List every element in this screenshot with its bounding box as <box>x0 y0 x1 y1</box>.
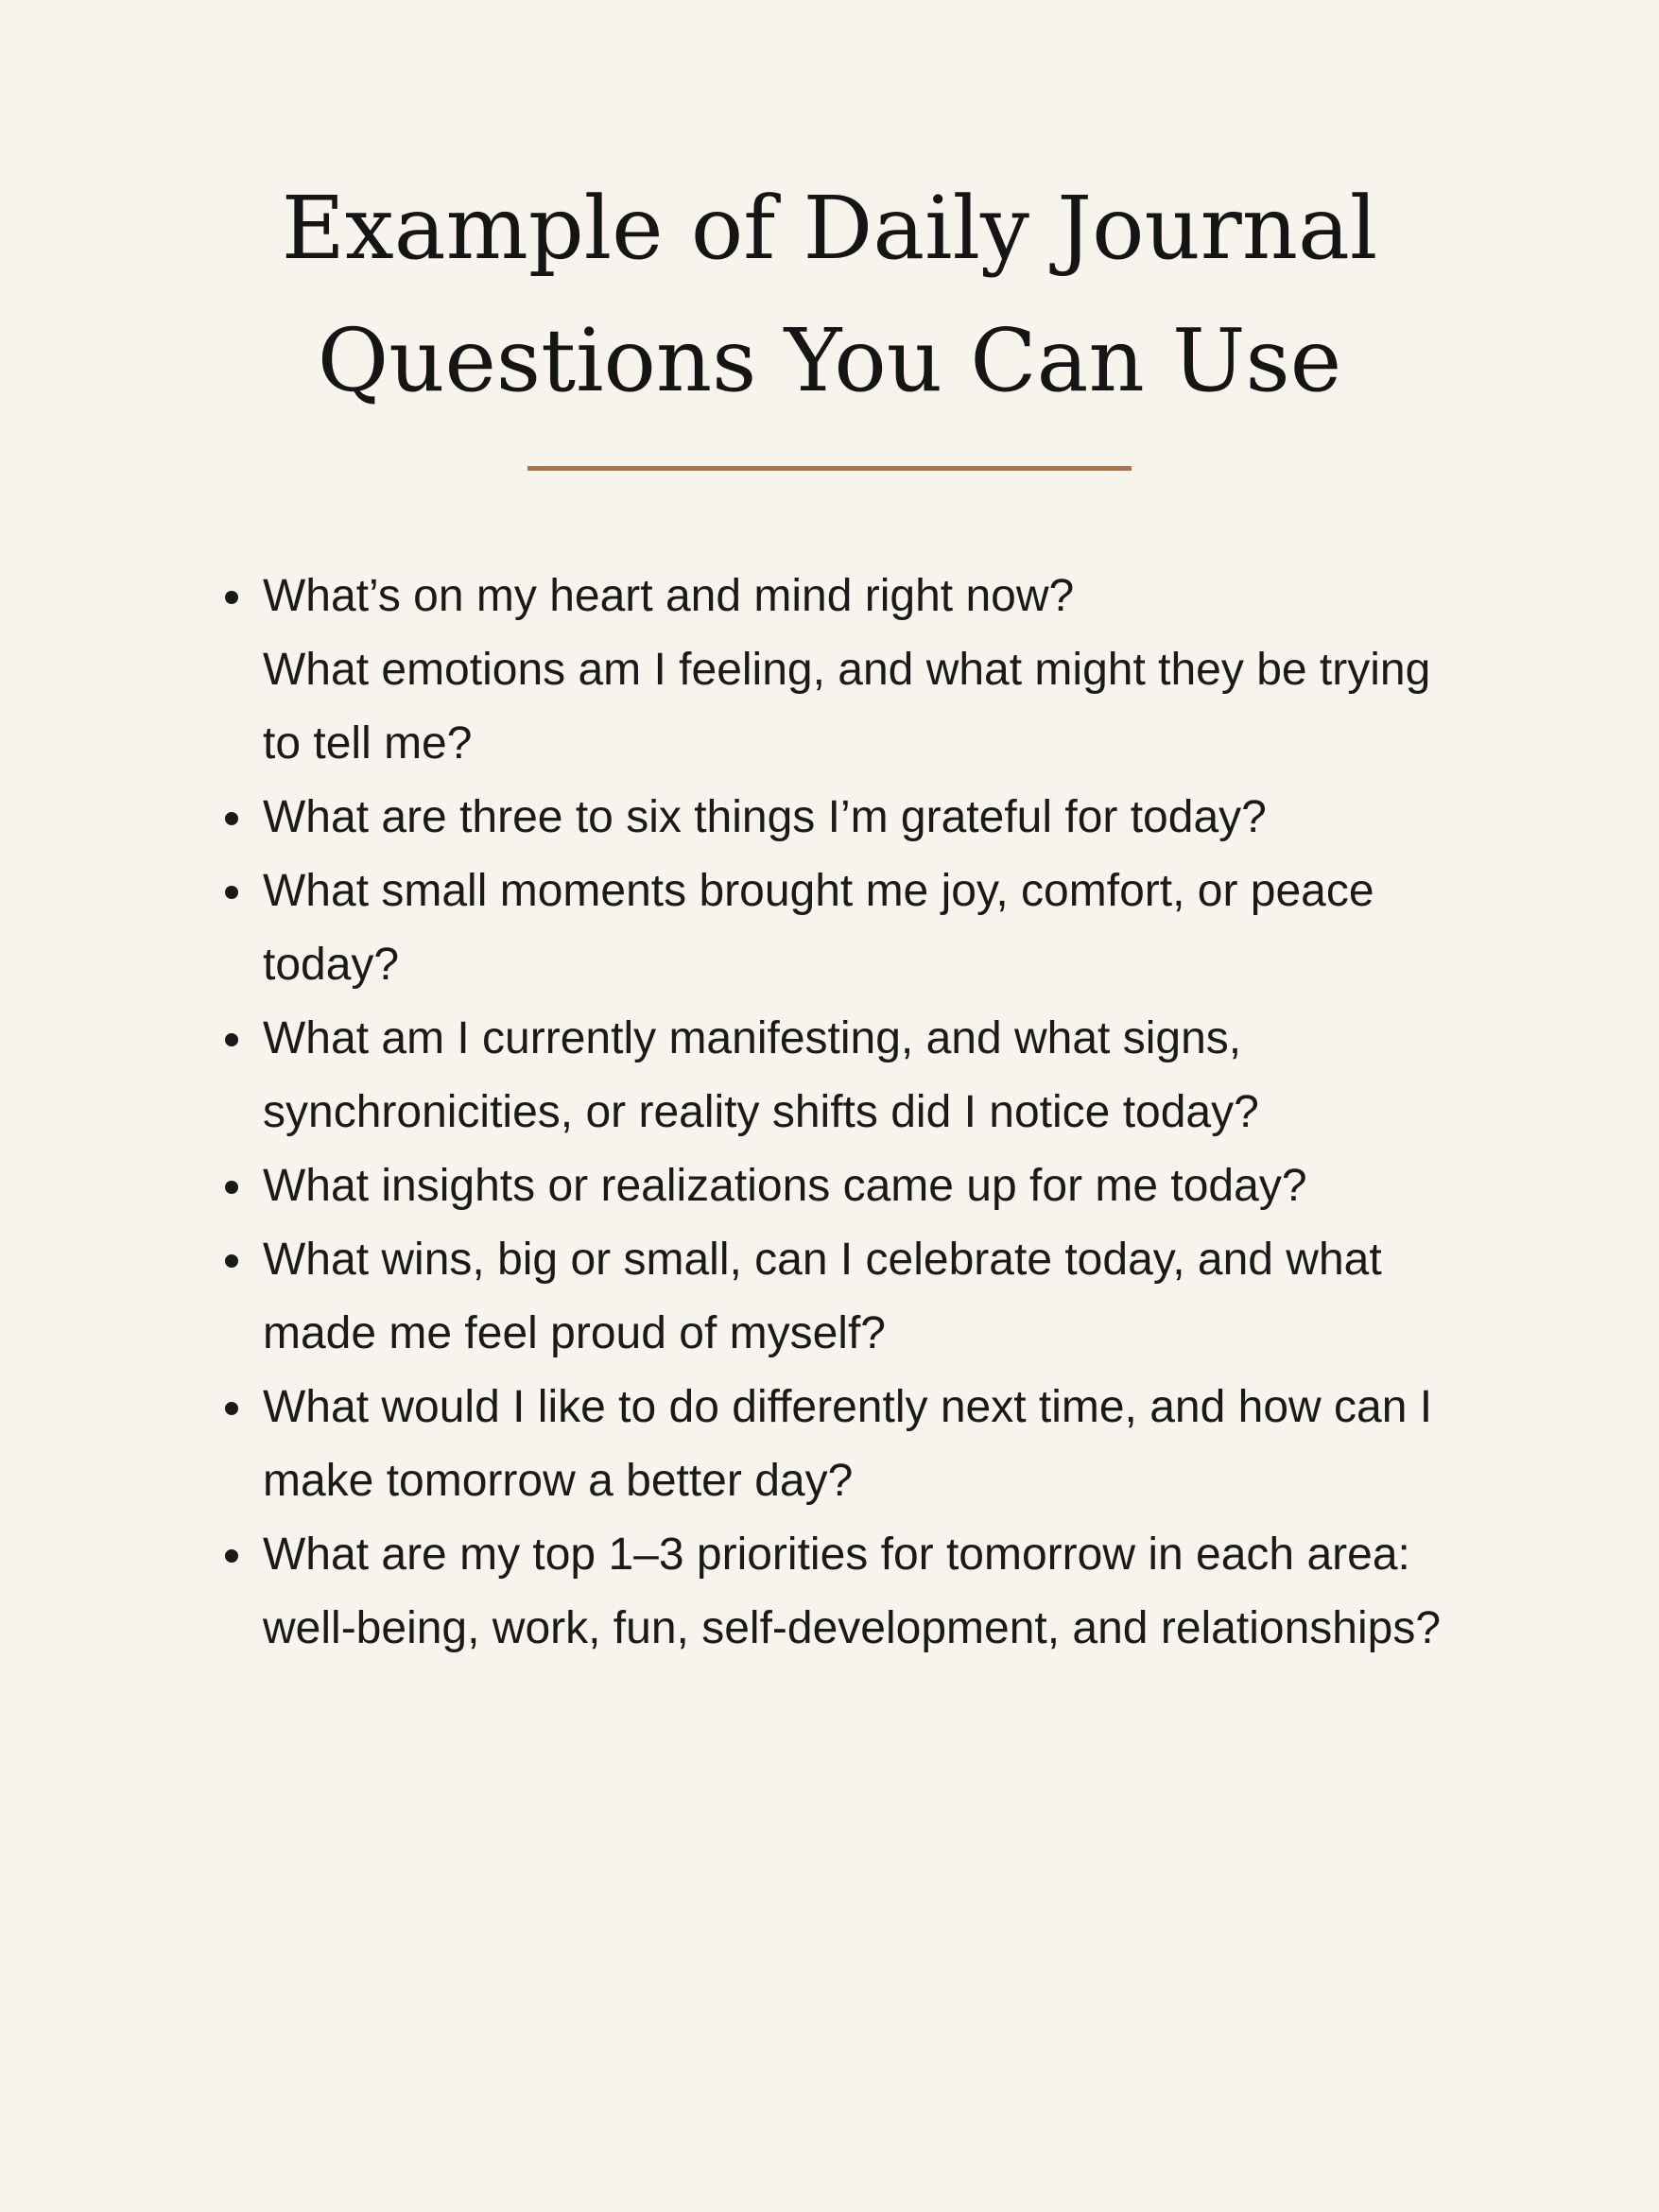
question-item <box>263 633 1473 781</box>
question-text: What wins, big or small, can I celebrate today, and what made me feel proud of myself? <box>263 1235 1382 1358</box>
question-text: What are my top 1–3 priorities for tomorrow in each area: well-being, work, fun, self-development, and relationships? <box>263 1529 1442 1653</box>
question-text: What’s on my heart and mind right now? <box>263 571 1075 621</box>
title-divider <box>527 466 1132 471</box>
question-text: What would I like to do differently next time, and how can I make tomorrow a better day? <box>263 1382 1433 1506</box>
bullet-dot <box>225 1181 238 1194</box>
question-item <box>263 781 1473 855</box>
question-list <box>263 560 1473 1666</box>
bullet-dot <box>225 591 238 604</box>
question-item <box>263 1002 1473 1149</box>
question-item <box>263 855 1473 1002</box>
title-line-1: Example of Daily Journal <box>281 178 1378 279</box>
bullet-dot <box>225 1033 238 1046</box>
question-item <box>263 1149 1473 1223</box>
title-line-2: Questions You Can Use <box>317 310 1342 411</box>
bullet-dot <box>225 886 238 899</box>
bullet-dot <box>225 812 238 825</box>
question-item <box>263 1223 1473 1371</box>
page-title <box>0 163 1659 427</box>
bullet-dot <box>225 1254 238 1268</box>
bullet-dot <box>225 1402 238 1415</box>
question-item <box>263 1518 1473 1666</box>
question-text: What are three to six things I’m grateful for today? <box>263 792 1267 842</box>
question-text: What insights or realizations came up for me today? <box>263 1161 1307 1211</box>
bullet-dot <box>225 1549 238 1563</box>
question-item <box>263 560 1473 633</box>
question-text: What am I currently manifesting, and what signs, synchronicities, or reality shifts did I notice today? <box>263 1013 1259 1137</box>
question-item <box>263 1371 1473 1518</box>
question-text: What small moments brought me joy, comfort, or peace today? <box>263 866 1374 990</box>
question-text: What emotions am I feeling, and what might they be trying to tell me? <box>263 645 1431 769</box>
